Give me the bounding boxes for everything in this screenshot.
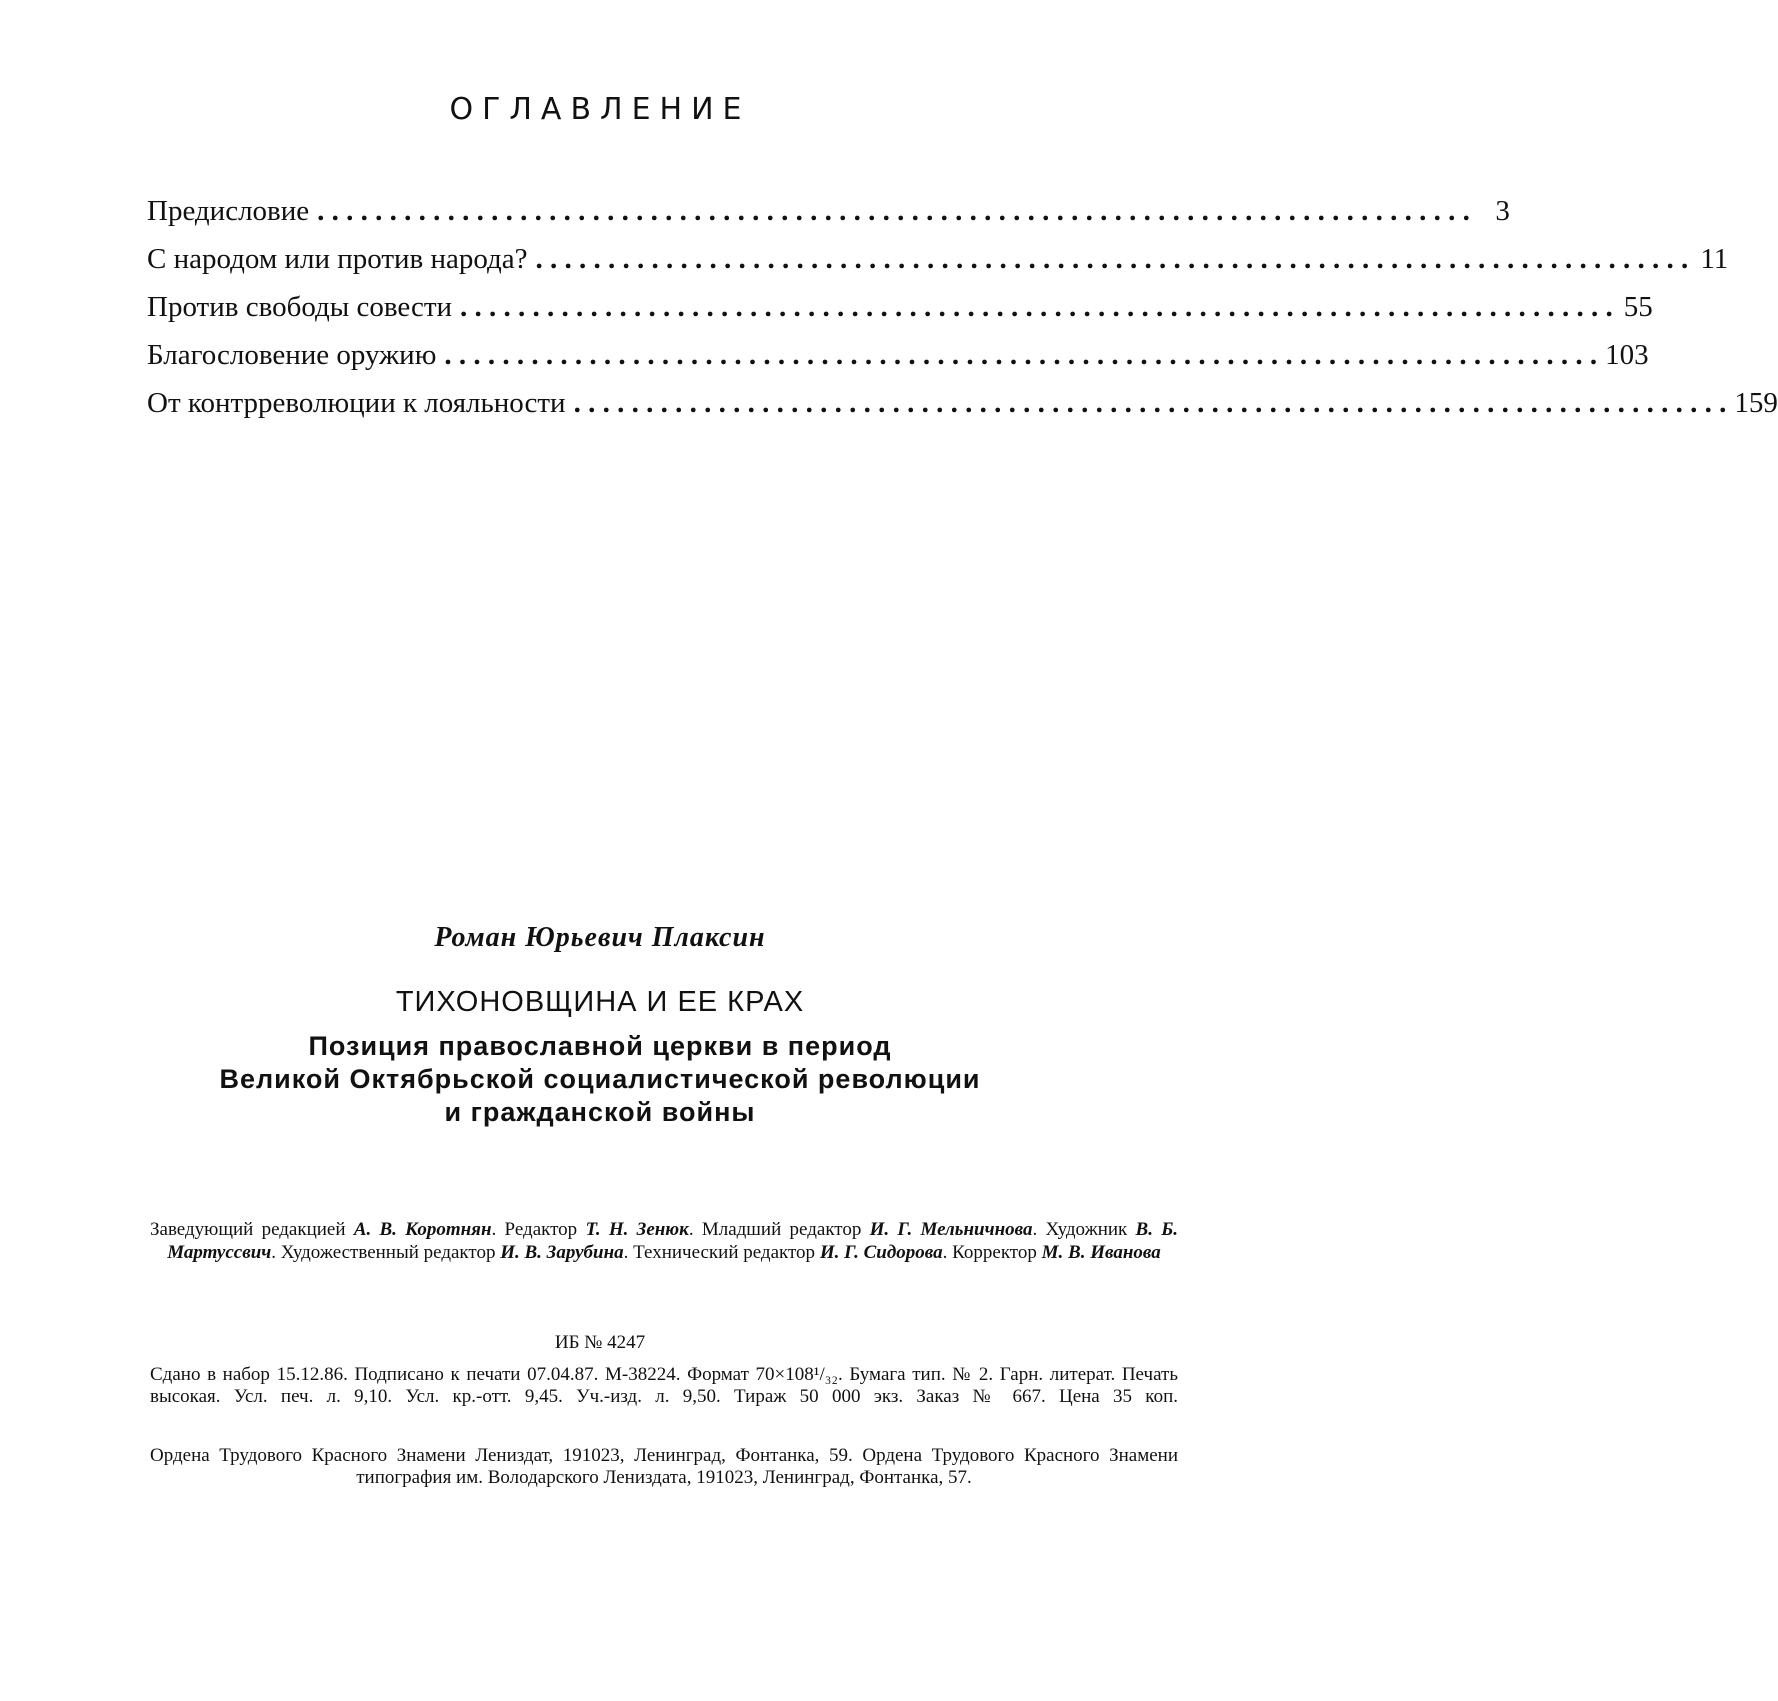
toc-leader-dots: . . . . . . . . . . . . . . . . . . . . . . . . . . . . . . . . . . . . . . . . . . . . . . . . . . . . . . . . . . . . . . . . . . . . . . . . . . . . . . . . (535, 243, 1689, 275)
ib-number: ИБ № 4247 (554, 1332, 646, 1353)
subtitle-line: Позиция православной церкви в период (308, 1031, 892, 1061)
toc-entry-page: 159 (1734, 387, 1778, 419)
toc-leader-dots: . . . . . . . . . . . . . . . . . . . . . . . . . . . . . . . . . . . . . . . . . . . . . . . . . . . . . . . . . . . . . . . . . . . . . . . . . . . . . . . . (460, 291, 1613, 323)
table-of-contents (147, 195, 1778, 435)
credit-name: И. В. Зарубина (500, 1242, 624, 1263)
author-name: Роман Юрьевич Плаксин (434, 922, 766, 953)
toc-entry-title: С народом или против народа? (147, 243, 528, 275)
credit-name: А. В. Коротнян (353, 1219, 492, 1240)
credit-role: Младший редактор (701, 1219, 862, 1240)
book-title: ТИХОНОВЩИНА И ЕЕ КРАХ (395, 986, 805, 1018)
credit-name: М. В. Иванова (1041, 1242, 1161, 1263)
toc-heading: ОГЛАВЛЕНИЕ (449, 92, 751, 127)
credit-role: Редактор (504, 1219, 578, 1240)
credit-name: И. Г. Мельничнова (869, 1219, 1033, 1240)
toc-entry-page: 3 (1495, 195, 1510, 227)
subtitle-line: и гражданской войны (444, 1097, 756, 1127)
toc-entry (147, 243, 1729, 291)
toc-entry (147, 339, 1649, 387)
toc-leader-dots: . . . . . . . . . . . . . . . . . . . . . . . . . . . . . . . . . . . . . . . . . . . . . . . . . . . . . . . . . . . . . . . . . . . . . . . . . . . . . . . . (444, 339, 1598, 371)
toc-entry-page: 103 (1605, 339, 1649, 371)
credit-role: Технический редактор (633, 1242, 816, 1263)
toc-entry (147, 387, 1778, 435)
toc-leader-dots: . . . . . . . . . . . . . . . . . . . . . . . . . . . . . . . . . . . . . . . . . . . . . . . . . . . . . . . . . . . . . . . . . . . . . . . . . . . . . . . . (317, 195, 1470, 227)
toc-entry (147, 291, 1653, 339)
toc-entry-title: Предисловие (147, 195, 310, 227)
credit-name: Т. Н. Зенюк (585, 1219, 689, 1240)
credit-name: И. Г. Сидорова (819, 1242, 943, 1263)
credit-role: Заведующий редакцией (150, 1219, 346, 1240)
credit-role: Художественный редактор (280, 1242, 496, 1263)
toc-entry-page: 55 (1623, 291, 1653, 323)
book-subtitle (140, 1030, 1060, 1129)
credit-name: В. Б. Мартуссвич (167, 1219, 1179, 1263)
print-details: Сдано в набор 15.12.86. Подписано к печати 07.04.87. М-38224. Формат 70×108¹/₃₂. Бумага тип. № 2. Гарн. литерат. Печать высокая. Усл. печ. л. 9,10. Усл. кр.-отт. 9,45. Уч.-изд. л. 9,50. Тираж 50 000 экз. Заказ № 667. Цена 35 коп. (150, 1364, 1178, 1407)
credit-role: Корректор (952, 1242, 1037, 1263)
credit-role: Художник (1045, 1219, 1128, 1240)
toc-entry-title: Благословение оружию (147, 339, 437, 371)
subtitle-line: Великой Октябрьской социалистической революции (219, 1064, 981, 1094)
toc-leader-dots: . . . . . . . . . . . . . . . . . . . . . . . . . . . . . . . . . . . . . . . . . . . . . . . . . . . . . . . . . . . . . . . . . . . . . . . . . . . . . . . . (573, 387, 1727, 419)
printer-details: Ордена Трудового Красного Знамени Лениздат, 191023, Ленинград, Фонтанка, 59. Ордена Трудового Красного Знамени типография им. Володарского Лениздата, 191023, Ленинград, Фонтанка, 57. (150, 1445, 1178, 1488)
toc-entry-page: 11 (1700, 243, 1729, 275)
toc-entry (147, 195, 1510, 243)
toc-entry-title: От контрреволюции к лояльности (147, 387, 566, 419)
editorial-credits: Заведующий редакцией А. В. Коротнян. Редактор Т. Н. Зенюк. Младший редактор И. Г. Мельничнова. Художник В. Б. Мартуссвич. Художественный редактор И. В. Зарубина. Технический редактор И. Г. Сидорова. Корректор М. В. Иванова (150, 1219, 1179, 1263)
toc-entry-title: Против свободы совести (147, 291, 453, 323)
